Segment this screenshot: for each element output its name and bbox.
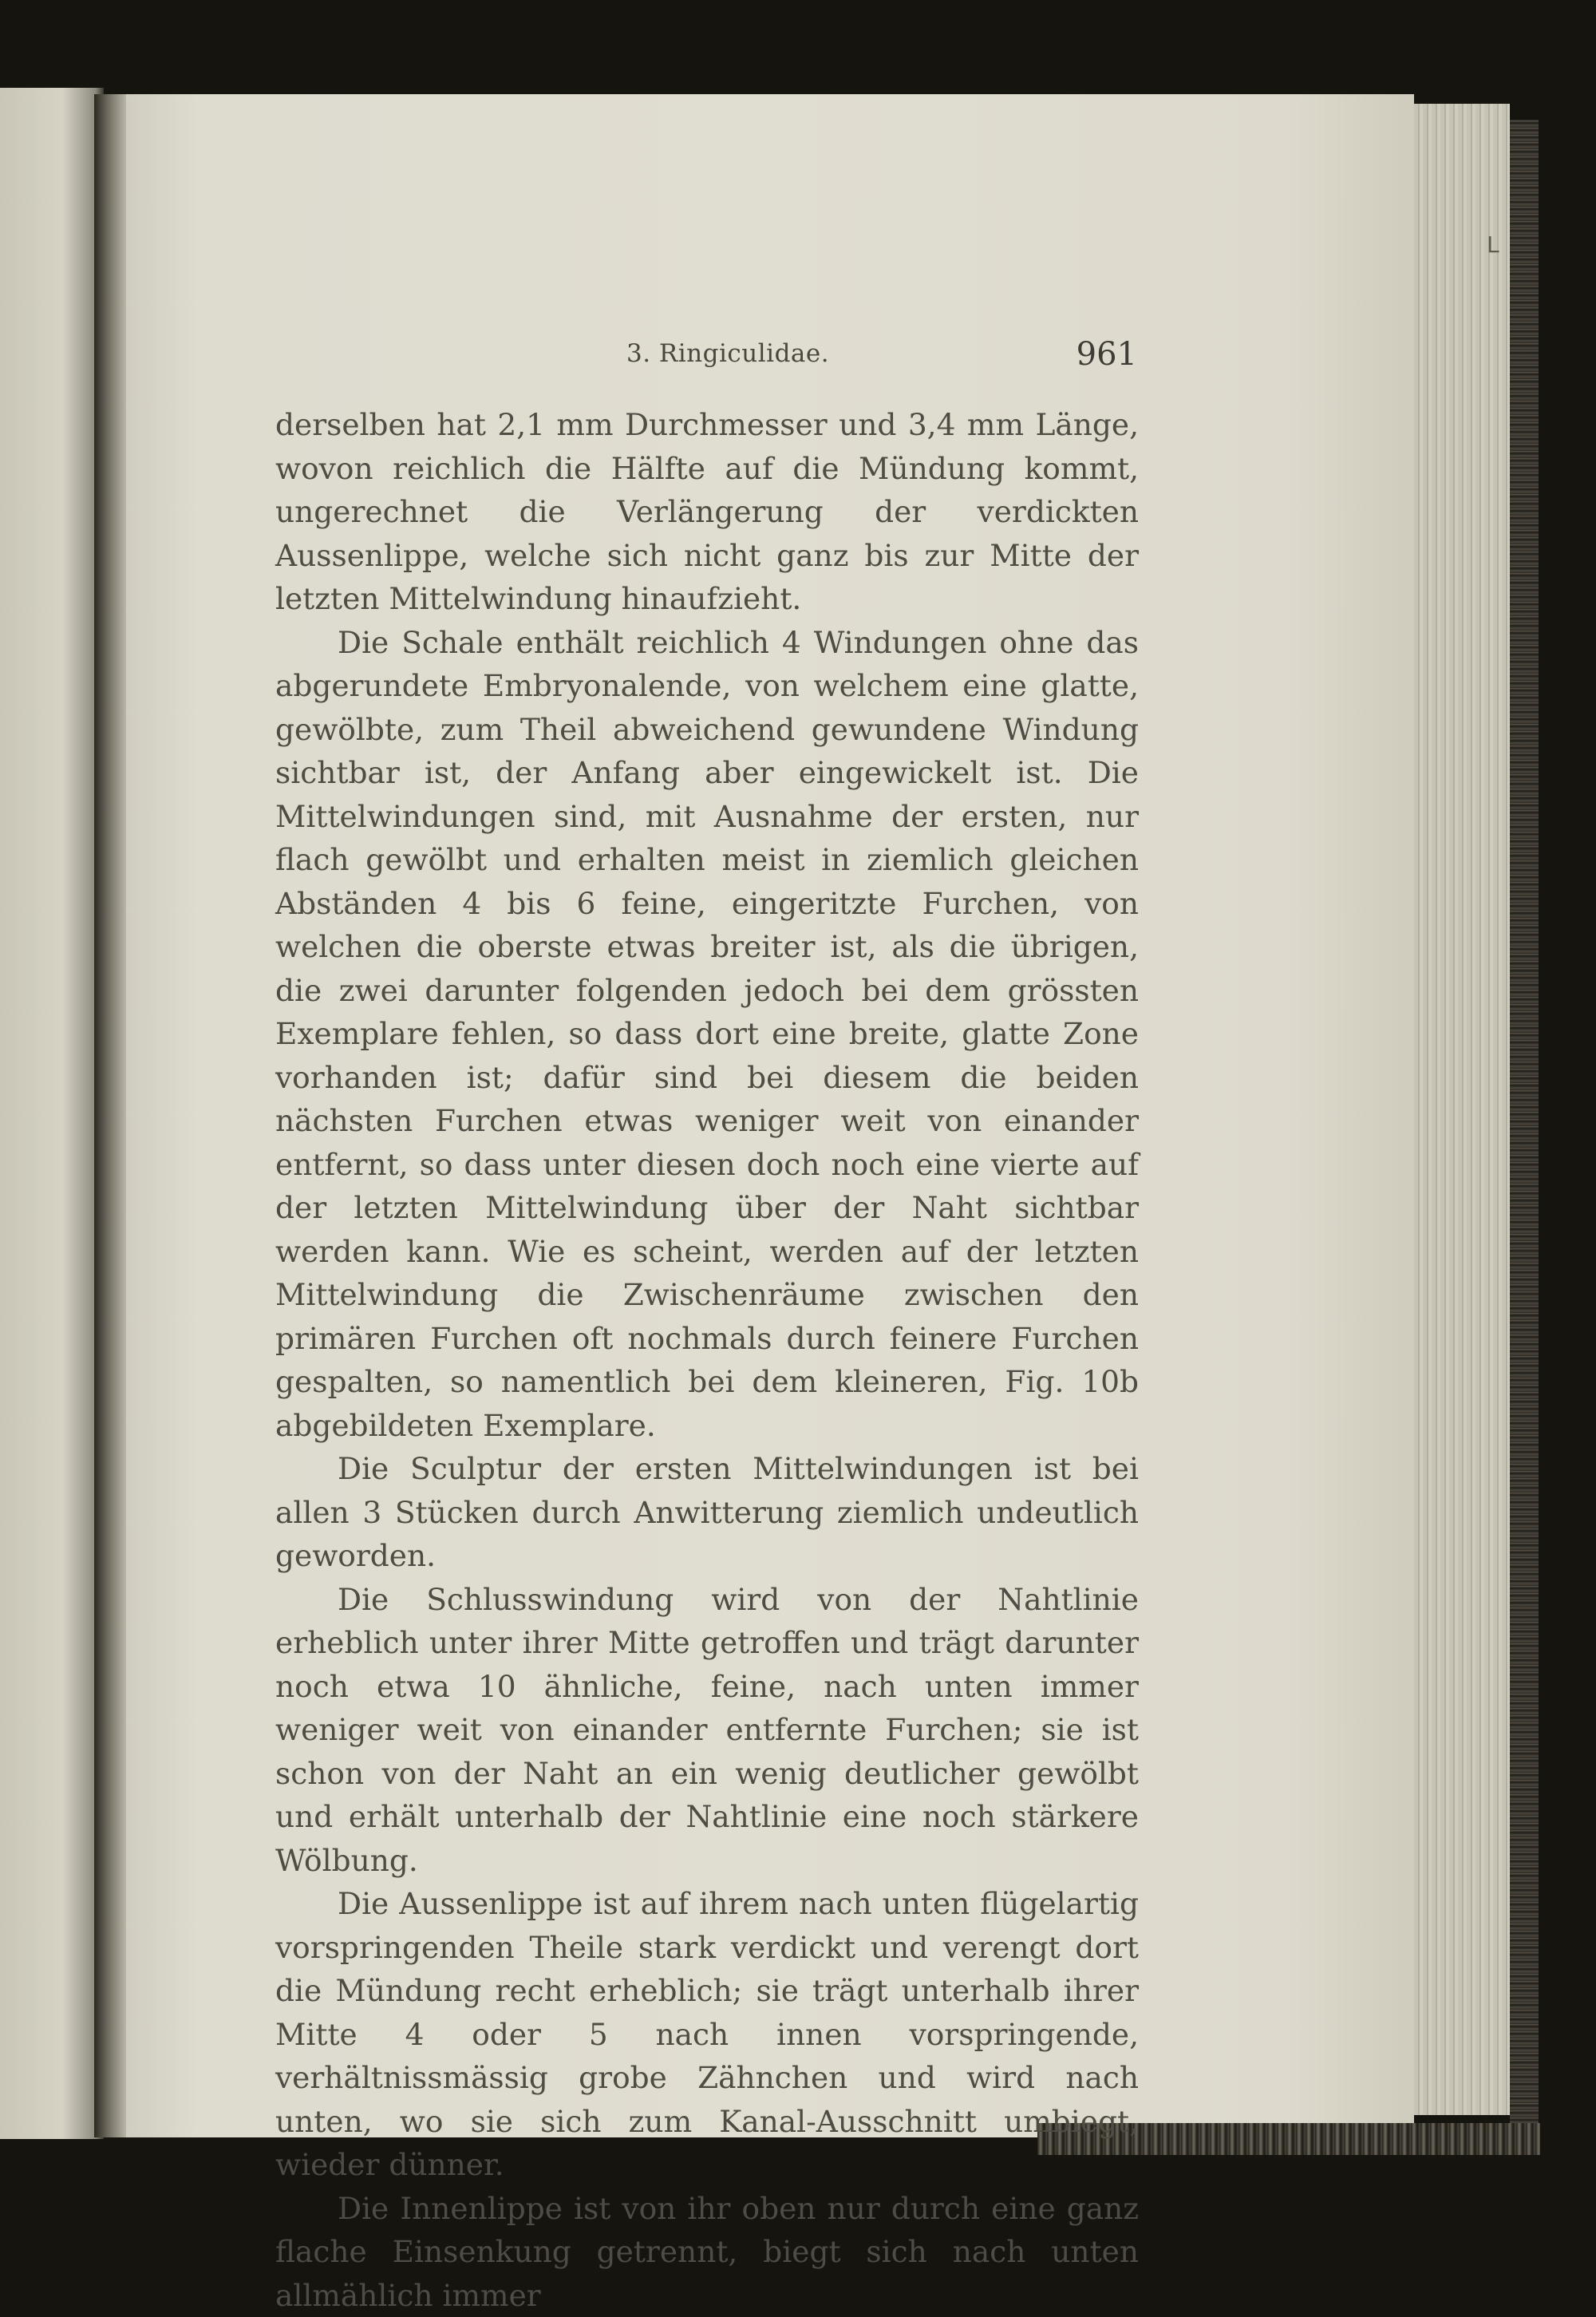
paragraph-1: derselben hat 2,1 mm Durchmesser und 3,4 mm Länge, wovon reichlich die Hälfte auf die Mündung kommt, ungerechnet die Verlängerung der verdickten Aussenlippe, welche sich nicht ganz bis zur Mitte der letzten Mittelwindung hinaufzieht.: [275, 403, 1139, 621]
body-text: [275, 403, 1139, 2317]
page-stack-edges: [1414, 104, 1510, 2115]
paragraph-5: Die Aussenlippe ist auf ihrem nach unten flügelartig vorspringenden Theile stark verdickt und verengt dort die Mündung recht erheblich; sie trägt unterhalb ihrer Mitte 4 oder 5 nach innen vorspringende, verhältnissmässig grobe Zähnchen und wird nach unten, wo sie sich zum Kanal-Ausschnitt umbiegt, wieder dünner.: [275, 1882, 1139, 2187]
paragraph-2: Die Schale enthält reichlich 4 Windungen ohne das abgerundete Embryonalende, von welchem eine glatte, gewölbte, zum Theil abweichend gewundene Windung sichtbar ist, der Anfang aber eingewickelt ist. Die Mittelwindungen sind, mit Ausnahme der ersten, nur flach gewölbt und erhalten meist in ziemlich gleichen Abständen 4 bis 6 feine, eingeritzte Furchen, von welchen die oberste etwas breiter ist, als die übrigen, die zwei darunter folgenden jedoch bei dem grössten Exemplare fehlen, so dass dort eine breite, glatte Zone vorhanden ist; dafür sind bei diesem die beiden nächsten Furchen etwas weniger weit von einander entfernt, so dass unter diesen doch noch eine vierte auf der letzten Mittelwindung über der Naht sichtbar werden kann. Wie es scheint, werden auf der letzten Mittelwindung die Zwischenräume zwischen den primären Furchen oft nochmals durch feinere Furchen gespalten, so namentlich bei dem kleineren, Fig. 10b abgebildeten Exemplare.: [275, 621, 1139, 1448]
book-cover-edge: [1510, 120, 1539, 2139]
page-number: 961: [1077, 336, 1137, 373]
paragraph-3: Die Sculptur der ersten Mittelwindungen ist bei allen 3 Stücken durch Anwitterung ziemlich undeutlich geworden.: [275, 1447, 1139, 1578]
left-page-edge: [0, 88, 104, 2139]
running-head: [275, 339, 1137, 387]
paragraph-6: Die Innenlippe ist von ihr oben nur durch eine ganz flache Einsenkung getrennt, biegt sich nach unten allmählich immer: [275, 2187, 1139, 2317]
paragraph-4: Die Schlusswindung wird von der Nahtlinie erheblich unter ihrer Mitte getroffen und trägt darunter noch etwa 10 ähnliche, feine, nach unten immer weniger weit von einander entfernte Furchen; sie ist schon von der Naht an ein wenig deutlicher gewölbt und erhält unterhalb der Nahtlinie eine noch stärkere Wölbung.: [275, 1578, 1139, 1883]
margin-mark: L: [1487, 231, 1499, 258]
section-title: 3. Ringiculidae.: [626, 339, 829, 368]
book-gutter: [94, 94, 126, 2137]
